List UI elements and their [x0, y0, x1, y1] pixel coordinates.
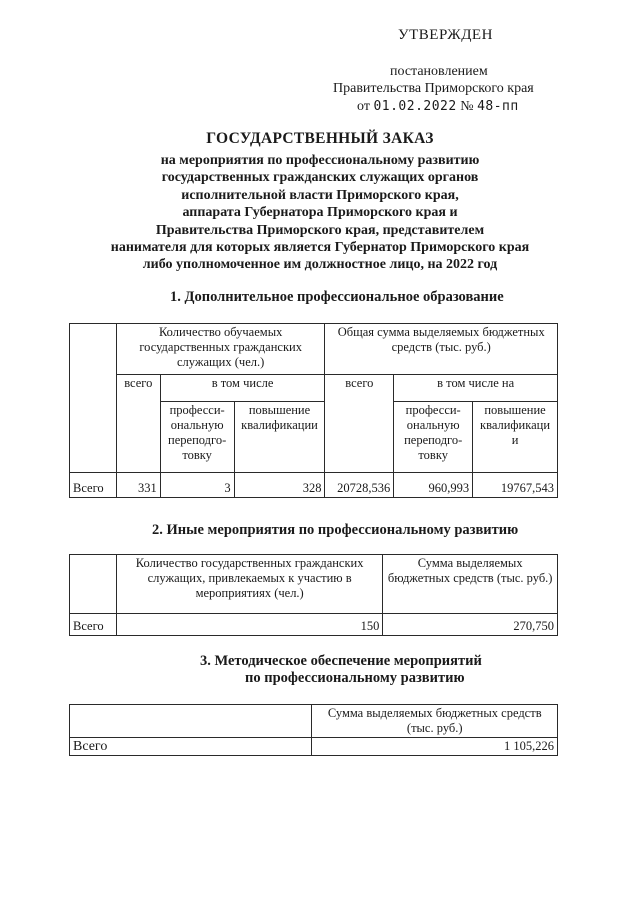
table-row: [70, 738, 558, 756]
sum-value: 1 105,226: [312, 738, 558, 756]
sum-retraining-value: 960,993: [394, 473, 473, 498]
date-prefix: от: [357, 99, 370, 114]
header-sum-including: в том числе на: [394, 375, 558, 402]
subtitle-line: аппарата Губернатора Приморского края и: [182, 205, 458, 221]
subtitle-line: исполнительной власти Приморского края,: [181, 187, 459, 203]
number-value: 48-пп: [477, 99, 519, 114]
number-sign: №: [460, 99, 474, 114]
header-count: Количество государственных гражданских служащих, привлекаемых к участию в мероприятиях (чел.): [116, 555, 382, 614]
row-label: Всего: [70, 738, 312, 756]
count-value: 150: [116, 614, 382, 636]
subtitle-line: на мероприятия по профессиональному развитию: [160, 153, 480, 168]
subtitle-line: либо уполномоченное им должностное лицо, на 2022 год: [142, 257, 498, 273]
subtitle-line: Правительства Приморского края, представителем: [155, 222, 485, 238]
document-title: ГОСУДАРСТВЕННЫЙ ЗАКАЗ: [206, 130, 434, 147]
sum-value: 270,750: [383, 614, 558, 636]
table-row: [70, 473, 558, 498]
header-sum-qualification: повышение квалификаци и: [473, 402, 558, 473]
header-sum: Сумма выделяемых бюджетных средств (тыс. руб.): [383, 555, 558, 614]
date-value: 01.02.2022: [373, 99, 457, 114]
government-label: Правительства Приморского края: [333, 81, 534, 96]
section1-heading: 1. Дополнительное профессиональное образование: [170, 289, 504, 305]
header-count-including: в том числе: [160, 375, 325, 402]
section3-heading-line2: по профессиональному развитию: [245, 670, 465, 686]
approved-stamp: УТВЕРЖДЕН: [398, 27, 493, 43]
header-count-qualification: повышение квалификации: [234, 402, 325, 473]
subtitle-line: нанимателя для которых является Губернатор Приморского края: [110, 240, 530, 256]
table-corner-cell: [70, 705, 312, 738]
table-corner-cell: [70, 324, 117, 473]
section1-table: [69, 323, 558, 498]
row-label: Всего: [70, 614, 117, 636]
header-count-retraining: професси-ональную переподго-товку: [160, 402, 234, 473]
section2-heading: 2. Иные мероприятия по профессиональному развитию: [152, 522, 519, 538]
header-sum: Сумма выделяемых бюджетных средств (тыс. руб.): [312, 705, 558, 738]
row-label: Всего: [70, 473, 117, 498]
subtitle-line: государственных гражданских служащих органов: [161, 170, 479, 186]
section3-table: [69, 704, 558, 756]
section3-heading-line1: 3. Методическое обеспечение мероприятий: [200, 653, 482, 669]
header-sum: Общая сумма выделяемых бюджетных средств (тыс. руб.): [325, 324, 558, 375]
count-retraining-value: 3: [160, 473, 234, 498]
count-qualification-value: 328: [234, 473, 325, 498]
sum-total-value: 20728,536: [325, 473, 394, 498]
document-subtitle: [60, 152, 580, 274]
table-row: [70, 614, 558, 636]
section2-table: [69, 554, 558, 636]
sum-qualification-value: 19767,543: [473, 473, 558, 498]
header-sum-total: всего: [325, 375, 394, 473]
table-corner-cell: [70, 555, 117, 614]
header-sum-retraining: професси-ональную переподго-товку: [394, 402, 473, 473]
header-count-total: всего: [116, 375, 160, 473]
count-total-value: 331: [116, 473, 160, 498]
resolution-label: постановлением: [390, 64, 488, 79]
date-line: [357, 99, 519, 115]
header-count: Количество обучаемых государственных гражданских служащих (чел.): [116, 324, 325, 375]
